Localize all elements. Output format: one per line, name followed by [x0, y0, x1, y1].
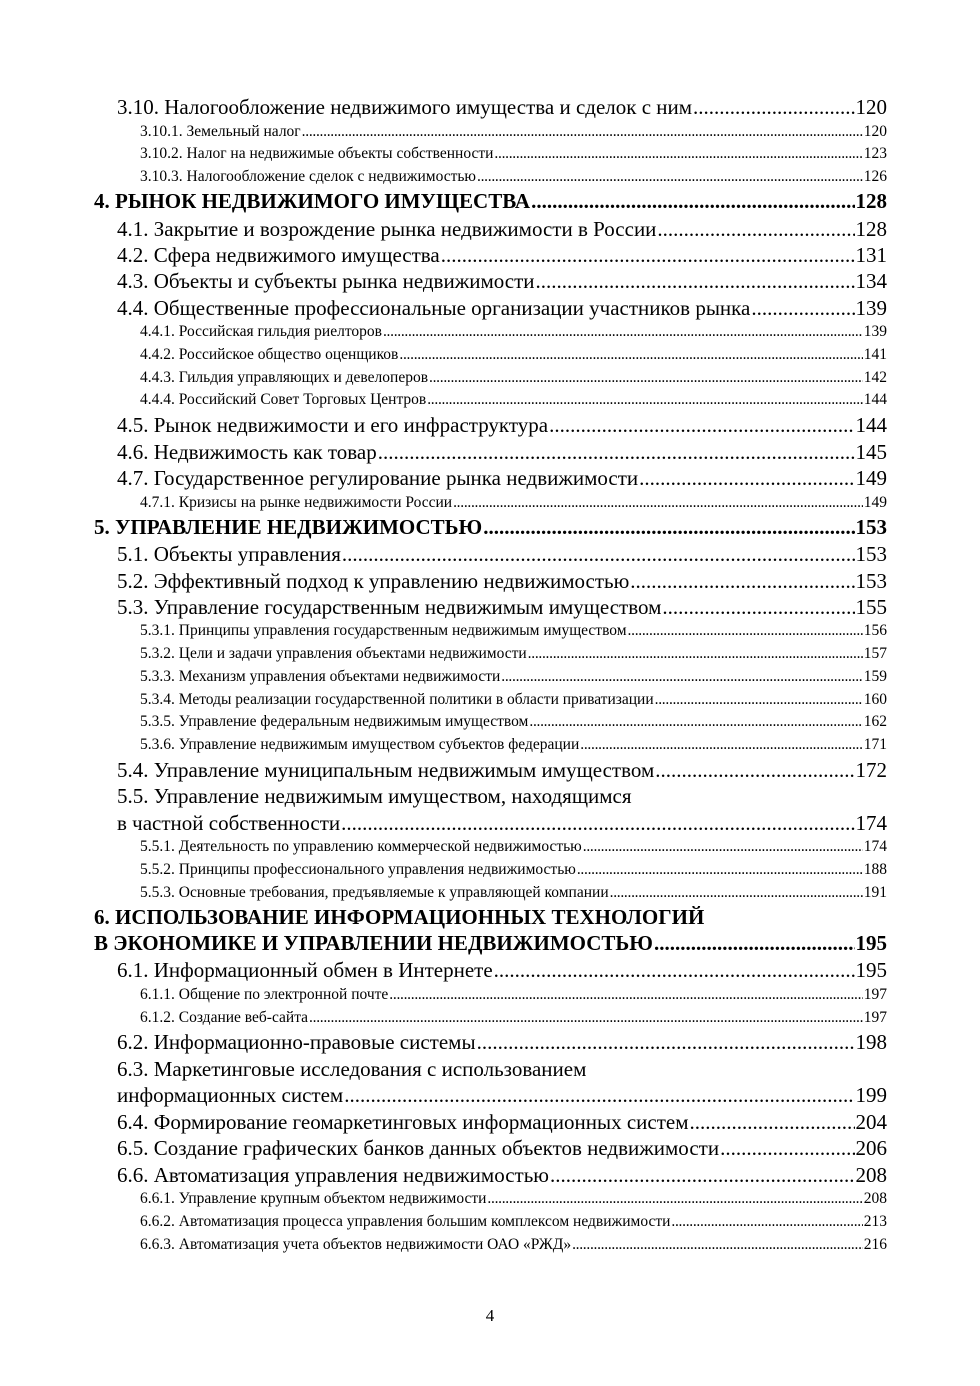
toc-leader-dots	[610, 884, 863, 902]
toc-entry-page: 141	[863, 346, 887, 363]
toc-leader-dots	[630, 569, 854, 594]
toc-leader-dots	[549, 413, 854, 438]
toc-leader-dots	[342, 542, 855, 567]
toc-entry	[140, 986, 887, 1004]
toc-leader-dots	[583, 838, 863, 856]
toc-chapter	[94, 931, 887, 956]
toc-entry-title: 4.1. Закрытие и возрождение рынка недвижимости в России	[117, 217, 657, 241]
toc-leader-dots	[528, 645, 863, 663]
toc-leader-dots	[453, 494, 863, 512]
toc-entry-title: 6.6.2. Автоматизация процесса управления большим комплексом недвижимости	[140, 1213, 671, 1230]
toc-entry	[117, 1083, 887, 1108]
toc-entry-page: 174	[855, 811, 887, 835]
toc-entry-title: 3.10.3. Налогообложение сделок с недвижимостью	[140, 168, 477, 185]
toc-entry-title: 4.5. Рынок недвижимости и его инфраструктура	[117, 413, 549, 437]
toc-entry-page: 197	[863, 986, 887, 1003]
toc-leader-dots	[399, 346, 862, 364]
toc-entry-page: 139	[855, 296, 887, 320]
toc-leader-dots	[662, 595, 854, 620]
toc-entry-page: 153	[855, 515, 887, 539]
toc-entry-page: 213	[863, 1213, 887, 1230]
toc-entry	[117, 958, 887, 983]
toc-entry	[140, 346, 887, 364]
toc-leader-dots	[494, 958, 855, 983]
toc-entry	[117, 269, 887, 294]
toc-entry-title: 4.7.1. Кризисы на рынке недвижимости России	[140, 494, 453, 511]
toc-leader-dots	[427, 391, 863, 409]
toc-entry-title: 5.5.1. Деятельность по управлению коммерческой недвижимостью	[140, 838, 582, 855]
toc-leader-dots	[536, 269, 855, 294]
toc-entry-title: 5.1. Объекты управления	[117, 542, 341, 566]
toc-entry-page: 204	[855, 1110, 887, 1134]
toc-entry	[140, 145, 887, 163]
toc-leader-dots	[671, 1213, 862, 1231]
toc-entry-title: 6.4. Формирование геомаркетинговых информационных систем	[117, 1110, 689, 1134]
toc-entry-title: 5.5. Управление недвижимым имуществом, находящимся	[117, 784, 632, 808]
toc-entry	[117, 413, 887, 438]
toc-leader-dots	[341, 811, 854, 836]
toc-entry-title: 3.10. Налогообложение недвижимого имущества и сделок с ним	[117, 95, 693, 119]
toc-chapter	[94, 189, 887, 214]
toc-entry-page: 144	[855, 413, 887, 437]
toc-entry	[140, 1009, 887, 1027]
toc-entry-title: 3.10.1. Земельный налог	[140, 123, 301, 140]
toc-entry-title: 6.1.2. Создание веб-сайта	[140, 1009, 309, 1026]
toc-entry	[140, 645, 887, 663]
toc-entry	[140, 323, 887, 341]
toc-leader-dots	[494, 145, 862, 163]
toc-leader-dots	[628, 622, 863, 640]
toc-entry-page: 208	[863, 1190, 887, 1207]
toc-entry-page: 171	[863, 736, 887, 753]
toc-entry-page: 128	[855, 189, 887, 213]
toc-entry	[140, 736, 887, 754]
toc-entry-page: 134	[855, 269, 887, 293]
toc-entry-page: 174	[863, 838, 887, 855]
toc-chapter-title: 6. ИСПОЛЬЗОВАНИЕ ИНФОРМАЦИОННЫХ ТЕХНОЛОГИЙ	[94, 905, 705, 929]
toc-entry-title: 5. УПРАВЛЕНИЕ НЕДВИЖИМОСТЬЮ	[94, 515, 483, 539]
toc-leader-dots	[309, 1009, 863, 1027]
toc-leader-dots	[483, 515, 854, 540]
toc-entry-page: 149	[855, 466, 887, 490]
toc-entry-title: 5.3.4. Методы реализации государственной политики в области приватизации	[140, 691, 654, 708]
toc-entry-title: 6.1.1. Общение по электронной почте	[140, 986, 389, 1003]
toc-entry-page: 142	[863, 369, 887, 386]
toc-entry	[140, 494, 887, 512]
toc-entry-title: 6.6.1. Управление крупным объектом недвижимости	[140, 1190, 487, 1207]
toc-entry-title: 5.3.5. Управление федеральным недвижимым имуществом	[140, 713, 529, 730]
toc-entry-page: 197	[863, 1009, 887, 1026]
toc-entry-page: 153	[855, 542, 887, 566]
toc-entry-title: 5.3.6. Управление недвижимым имуществом субъектов федерации	[140, 736, 580, 753]
toc-entry-page: 162	[863, 713, 887, 730]
toc-entry-title: 4.4.3. Гильдия управляющих и девелоперов	[140, 369, 429, 386]
toc-leader-dots	[580, 736, 862, 754]
toc-leader-dots	[389, 986, 862, 1004]
toc-leader-dots	[529, 713, 862, 731]
toc-leader-dots	[657, 217, 854, 242]
toc-entry-title: 5.3. Управление государственным недвижимым имуществом	[117, 595, 662, 619]
toc-entry-title: 4. РЫНОК НЕДВИЖИМОГО ИМУЩЕСТВА	[94, 189, 531, 213]
toc-entry-title: 4.7. Государственное регулирование рынка недвижимости	[117, 466, 639, 490]
toc-entry	[117, 569, 887, 594]
toc-entry-page: 155	[855, 595, 887, 619]
toc-entry	[117, 243, 887, 268]
toc-entry-page: 145	[855, 440, 887, 464]
toc-leader-dots	[655, 691, 863, 709]
toc-entry	[140, 168, 887, 186]
toc-entry-page: 188	[863, 861, 887, 878]
toc-entry	[117, 595, 887, 620]
toc-entry-title: 4.3. Объекты и субъекты рынка недвижимости	[117, 269, 535, 293]
toc-entry-page: 131	[855, 243, 887, 267]
toc-leader-dots	[302, 123, 863, 141]
toc-leader-dots	[690, 1110, 855, 1135]
toc-entry	[117, 217, 887, 242]
toc-entry-page: 195	[855, 931, 887, 955]
toc-entry-title: 5.5.2. Принципы профессионального управления недвижимостью	[140, 861, 576, 878]
toc-entry	[140, 369, 887, 387]
toc-entry-page: 199	[855, 1083, 887, 1107]
toc-entry-page: 198	[855, 1030, 887, 1054]
toc-entry-title: 6.3. Маркетинговые исследования с использованием	[117, 1057, 587, 1081]
toc-leader-dots	[751, 296, 854, 321]
toc-entry-title: 5.3.3. Механизм управления объектами недвижимости	[140, 668, 501, 685]
toc-leader-dots	[378, 440, 855, 465]
toc-leader-dots	[501, 668, 862, 686]
toc-leader-dots	[655, 758, 854, 783]
toc-entry-page: 126	[863, 168, 887, 185]
toc-leader-dots	[639, 466, 854, 491]
toc-entry-page: 172	[855, 758, 887, 782]
toc-leader-dots	[477, 168, 863, 186]
toc-entry	[140, 713, 887, 731]
toc-leader-dots	[572, 1236, 863, 1254]
toc-entry-page: 120	[863, 123, 887, 140]
toc-chapter	[94, 515, 887, 540]
toc-entry	[140, 861, 887, 879]
toc-entry-title: 4.4.4. Российский Совет Торговых Центров	[140, 391, 427, 408]
toc-entry-title: 5.4. Управление муниципальным недвижимым имуществом	[117, 758, 655, 782]
toc-entry-page: 156	[863, 622, 887, 639]
toc-entry-title: 6.6. Автоматизация управления недвижимостью	[117, 1163, 549, 1187]
toc-entry	[117, 1110, 887, 1135]
toc-entry-title-continuation: информационных систем	[117, 1083, 344, 1107]
toc-leader-dots	[577, 861, 863, 879]
toc-leader-dots	[477, 1030, 855, 1055]
toc-entry	[117, 466, 887, 491]
toc-entry-title: 4.4. Общественные профессиональные организации участников рынка	[117, 296, 751, 320]
toc-entry-page: 144	[863, 391, 887, 408]
toc-entry-title: 5.3.2. Цели и задачи управления объектами недвижимости	[140, 645, 527, 662]
toc-entry	[140, 1190, 887, 1208]
toc-entry-page: 157	[863, 645, 887, 662]
toc-entry-title: 6.2. Информационно-правовые системы	[117, 1030, 476, 1054]
toc-entry-title: 4.2. Сфера недвижимого имущества	[117, 243, 440, 267]
toc-entry	[117, 811, 887, 836]
toc-entry-page: 208	[855, 1163, 887, 1187]
toc-entry-page: 149	[863, 494, 887, 511]
toc-entry-page: 128	[855, 217, 887, 241]
toc-entry-title: 4.4.2. Российское общество оценщиков	[140, 346, 399, 363]
toc-leader-dots	[720, 1136, 854, 1161]
toc-leader-dots	[550, 1163, 855, 1188]
toc-entry	[117, 95, 887, 120]
page-number: 4	[485, 1306, 495, 1325]
toc-leader-dots	[531, 189, 854, 214]
toc-entry-title: 5.5.3. Основные требования, предъявляемые к управляющей компании	[140, 884, 609, 901]
toc-entry-page: 216	[863, 1236, 887, 1253]
toc-entry-page: 139	[863, 323, 887, 340]
toc-entry-page: 160	[863, 691, 887, 708]
toc-entry	[140, 884, 887, 902]
toc-entry	[140, 123, 887, 141]
toc-entry-title: 5.2. Эффективный подход к управлению недвижимостью	[117, 569, 630, 593]
toc-entry	[117, 1030, 887, 1055]
toc-leader-dots	[383, 323, 863, 341]
toc-entry	[117, 758, 887, 783]
toc-leader-dots	[429, 369, 863, 387]
toc-entry-title: 4.4.1. Российская гильдия риелторов	[140, 323, 382, 340]
toc-entry-page: 206	[855, 1136, 887, 1160]
toc-entry	[117, 542, 887, 567]
toc-leader-dots	[487, 1190, 862, 1208]
toc-entry	[117, 1163, 887, 1188]
toc-leader-dots	[344, 1083, 854, 1108]
toc-entry-title: 5.3.1. Принципы управления государственным недвижимым имуществом	[140, 622, 627, 639]
toc-entry-title: 4.6. Недвижимость как товар	[117, 440, 377, 464]
toc-leader-dots	[441, 243, 855, 268]
toc-entry-title-continuation: в частной собственности	[117, 811, 341, 835]
toc-entry-page: 195	[855, 958, 887, 982]
toc-entry	[117, 440, 887, 465]
toc-entry	[140, 691, 887, 709]
toc-entry-title: 6.6.3. Автоматизация учета объектов недвижимости ОАО «РЖД»	[140, 1236, 572, 1253]
toc-entry-title: 3.10.2. Налог на недвижимые объекты собственности	[140, 145, 494, 162]
toc-entry	[140, 1236, 887, 1254]
toc-entry-page: 123	[863, 145, 887, 162]
toc-entry	[140, 391, 887, 409]
toc-entry	[117, 1136, 887, 1161]
toc-entry-page: 191	[863, 884, 887, 901]
toc-entry	[140, 1213, 887, 1231]
toc-entry-title: 6.5. Создание графических банков данных объектов недвижимости	[117, 1136, 720, 1160]
toc-leader-dots	[654, 931, 855, 956]
toc-entry-page: 120	[855, 95, 887, 119]
toc-leader-dots	[693, 95, 854, 120]
toc-entry-title-continuation: В ЭКОНОМИКЕ И УПРАВЛЕНИИ НЕДВИЖИМОСТЬЮ	[94, 931, 653, 955]
toc-entry-page: 153	[855, 569, 887, 593]
toc-entry-page: 159	[863, 668, 887, 685]
toc-entry	[117, 296, 887, 321]
toc-entry	[140, 622, 887, 640]
toc-entry	[140, 668, 887, 686]
toc-entry-title: 6.1. Информационный обмен в Интернете	[117, 958, 493, 982]
toc-entry	[140, 838, 887, 856]
